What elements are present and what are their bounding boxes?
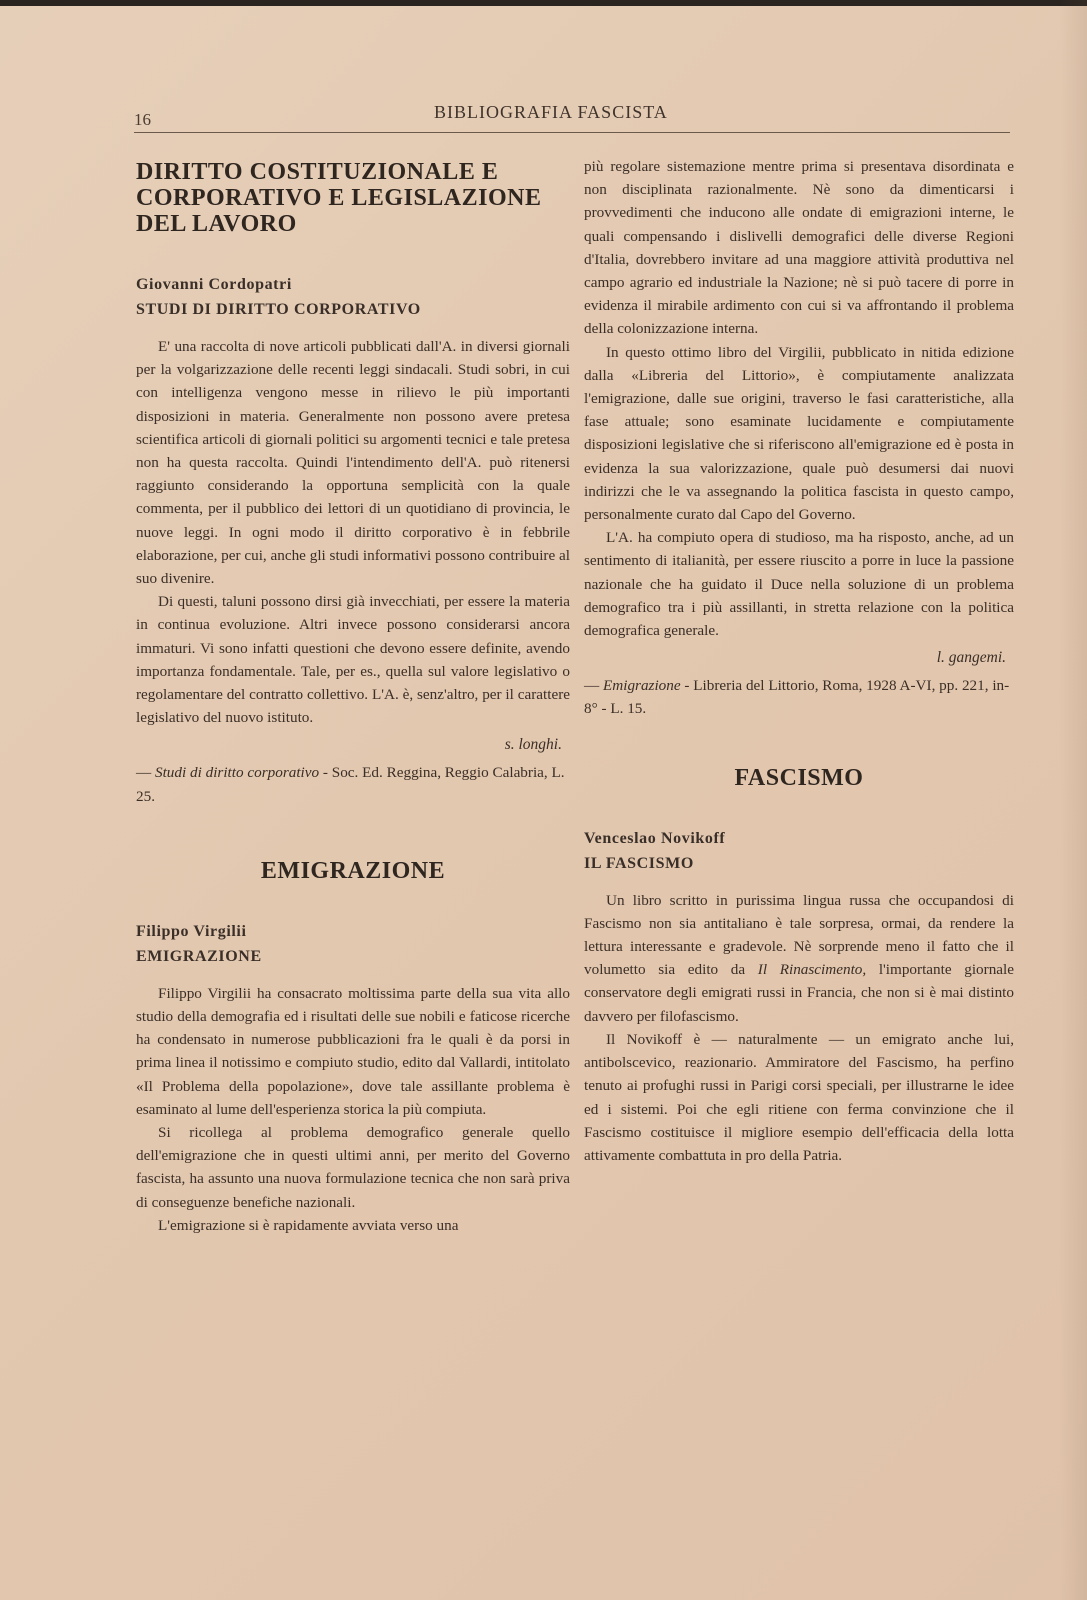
section-title-emigrazione: EMIGRAZIONE	[260, 857, 446, 884]
book-title-il-fascismo: IL FASCISMO	[584, 854, 694, 872]
review-paragraph: Filippo Virgilii ha consacrato moltissima parte della sua vita allo studio della demografia ed i risultati delle sue nobili e faticose ricerche ha condensato in numerose pubblicazioni fra le quali è da porsi in prima linea il notissimo e compiuto studio, edito dal Vallardi, intitolato «Il Problema della popolazione», dove tale assillante problema è esaminato al lume dell'esperienza storica la più compiuta.	[136, 984, 570, 1118]
right-column	[584, 155, 1014, 1167]
review-paragraph: Un libro scritto in purissima lingua russa che occupandosi di Fascismo non sia antitaliano è tale sorpresa, ormai, da rendere la lettura interessante e gradevole. Nè sorprende meno il fatto che il volumetto sia edito da Il Rinascimento, l'importante giornale conservatore degli emigrati russi in Francia, che non si è mai distinto davvero per filofascismo.	[584, 891, 1014, 1025]
running-title: BIBLIOGRAFIA FASCISTA	[434, 102, 668, 122]
bibliographic-title: Emigrazione	[602, 677, 681, 695]
left-column	[136, 155, 570, 1237]
author-novikoff: Venceslao Novikoff	[584, 829, 726, 847]
section-title-fascismo: FASCISMO	[734, 764, 864, 791]
review-paragraph: In questo ottimo libro del Virgilii, pubblicato in nitida edizione dalla «Libreria del Littorio», è compiutamente analizzata l'emigrazione, dalle sue origini, traverso le fasi caratteristiche, alla fase attuale; sono esaminate lucidamente e compiutamente disposizioni legislative che si riferiscono all'emigrazione ed è posta in evidenza la sua valorizzazione, quale può desumersi dai nuovi indirizzi che le va assegnando la politica fascista in questo campo, personalmente curato dal Capo del Governo.	[584, 343, 1014, 524]
bibliographic-note: — Studi di diritto corporativo - Soc. Ed. Reggina, Reggio Calabria, L. 25.	[136, 764, 565, 805]
header-rule	[134, 132, 1010, 133]
bibliographic-details: - Soc. Ed. Reggina, Reggio Calabria, L. 25.	[136, 764, 565, 805]
review-paragraph-continued: più regolare sistemazione mentre prima si presentava disordinata e non disciplinata razionalmente. Nè sono da dimenticarsi i provvedimenti che inducono alle ondate di emigrazioni interne, le quali compensando i dislivelli demografici delle diverse Regioni d'Italia, dovrebbero invitare ad una maggiore attività produttiva nel campo agrario ed industriale la Nazione; nè si può tacere di porre in evidenza il mirabile ardimento con cui si va affrontando il problema della colonizzazione interna.	[584, 158, 1014, 338]
review-paragraph: L'A. ha compiuto opera di studioso, ma ha risposto, anche, ad un sentimento di italianità, per essere riuscito a porre in luce la passione nazionale che ha guidato il Duce nella soluzione di un problema demografico tra i più assillanti, in stretta relazione con la politica demografica generale.	[584, 529, 1014, 640]
review-paragraph: L'emigrazione si è rapidamente avviata verso una	[158, 1216, 459, 1234]
scan-top-border	[0, 0, 1087, 6]
reviewer-signature: l. gangemi.	[936, 649, 1006, 667]
page-number: 16	[134, 110, 151, 129]
review-paragraph: E' una raccolta di nove articoli pubblicati dall'A. in diversi giornali per la volgarizzazione delle recenti leggi sindacali. Studi sobri, in cui con intelligenza vengono messe in rilievo le più importanti disposizioni in materia. Generalmente non possono avere pretesa scientifica articoli di giornali politici su argomenti tecnici e tale pretesa non ha questa raccolta. Quindi l'intendimento dell'A. può ritenersi raggiunto considerando la opportuna semplicità con la quale commenta, per il pubblico dei lettori di un quotidiano di provincia, le nuove leggi. In ogni modo il diritto corporativo è in febbrile elaborazione, per cui, anche gli studi informativi possono contribuire al suo divenire.	[136, 338, 570, 588]
review-paragraph: Di questi, taluni possono dirsi già invecchiati, per essere la materia in continua evoluzione. Altri invece possono considerarsi ancora immaturi. Vi sono infatti questioni che devono essere definite, avendo importanza fondamentale. Tale, per es., quella sul valore legislativo o regolamentare del contratto collettivo. L'A. è, senz'altro, per il carattere legislativo del nuovo istituto.	[136, 593, 570, 727]
bibliographic-title: Studi di diritto corporativo	[154, 764, 320, 782]
bibliographic-details: - Libreria del Littorio, Roma, 1928 A-VI, pp. 221, in-8° - L. 15.	[584, 677, 1010, 718]
review-paragraph: Il Novikoff è — naturalmente — un emigrato anche lui, antibolscevico, reazionario. Ammiratore del Fascismo, ha perfino tenuto ai profughi russi in Parigi corsi speciali, per illustrarne le idee ed i sistemi. Poi che egli ritiene con ferma convinzione che il Fascismo costituisce il migliore esempio dell'efficacia della lotta attivamente combattuta in pro della Patria.	[584, 1030, 1014, 1164]
author-virgilii: Filippo Virgilii	[136, 922, 247, 940]
running-header	[134, 100, 1010, 134]
book-title-emigrazione: EMIGRAZIONE	[136, 947, 262, 965]
page-edge-shadow	[1059, 0, 1087, 1600]
section-title-diritto: DIRITTO COSTITUZIONALE E CORPORATIVO E LEGISLAZIONE DEL LAVORO	[136, 159, 542, 237]
review-paragraph: Si ricollega al problema demografico generale quello dell'emigrazione che in questi ultimi anni, per merito del Governo fascista, ha assunto una nuova formulazione tecnica che non sarà priva di conseguenze benefiche nazionali.	[136, 1124, 570, 1211]
book-title-studi: STUDI DI DIRITTO CORPORATIVO	[136, 301, 421, 318]
author-cordopatri: Giovanni Cordopatri	[136, 276, 292, 293]
reviewer-signature: s. longhi.	[504, 736, 562, 754]
bibliographic-note: — Emigrazione - Libreria del Littorio, Roma, 1928 A-VI, pp. 221, in-8° - L. 15.	[584, 677, 1010, 718]
